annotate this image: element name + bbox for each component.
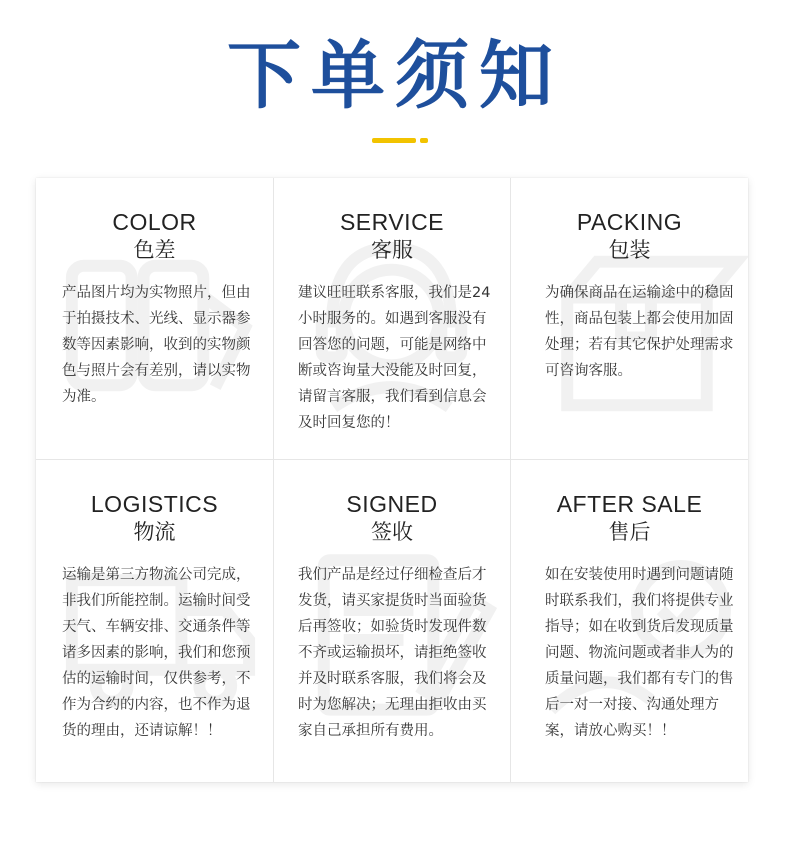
card-title-zh: 包装 — [608, 238, 651, 262]
card-text: 我们产品是经过仔细检查后才发货，请买家提货时当面验货后再签收；如验货时发现件数不齐或运输损坏，请拒绝签收并及时联系客服，我们将会及时为您解决；无理由拒收由买家自己承担所有费用。 — [298, 567, 487, 739]
accent-bar — [372, 138, 416, 143]
card-title-zh: 色差 — [133, 238, 176, 262]
card-text: 产品图片均为实物照片，但由于拍摄技术、光线、显示器参数等因素影响，收到的实物颜色与照片会有差别，请以实物为准。 — [62, 285, 251, 405]
card-after-sale — [511, 460, 748, 782]
card-title-zh: 客服 — [371, 238, 413, 262]
card-title-en: SERVICE — [339, 209, 445, 235]
card-signed — [274, 460, 511, 782]
card-title-en: PACKING — [576, 209, 683, 235]
card-title-zh: 物流 — [133, 520, 176, 544]
page-title: 下单须知 — [227, 33, 563, 119]
card-title-en: SIGNED — [346, 491, 438, 517]
card-title-en: COLOR — [112, 209, 197, 235]
card-text: 为确保商品在运输途中的稳固性，商品包装上都会使用加固处理；若有其它保护处理需求可咨询客服。 — [545, 285, 734, 379]
notice-grid — [36, 178, 748, 782]
card-title-en: LOGISTICS — [90, 491, 219, 517]
card-title-zh: 售后 — [608, 520, 651, 544]
card-text: 如在安装使用时遇到问题请随时联系我们，我们将提供专业指导；如在收到货后发现质量问题、物流问题或者非人为的质量问题，我们都有专门的售后一对一对接、沟通处理方案，请放心购买！！ — [545, 567, 734, 739]
card-packing — [511, 178, 748, 460]
card-service — [274, 178, 511, 460]
card-text: 运输是第三方物流公司完成，非我们所能控制。运输时间受天气、车辆安排、交通条件等诸多因素的影响，我们和您预估的运输时间，仅供参考，不作为合约的内容，也不作为退货的理由，还请谅解！！ — [62, 567, 251, 739]
card-title-en: AFTER SALE — [556, 491, 703, 517]
card-logistics — [36, 460, 274, 782]
title-accent-line — [372, 138, 428, 143]
card-text: 建议旺旺联系客服，我们是24小时服务的。如遇到客服没有回答您的问题，可能是网络中断或咨询量大没能及时回复，请留言客服，我们看到信息会及时回复您的！ — [298, 285, 491, 431]
card-title-zh: 签收 — [371, 520, 413, 544]
accent-dot — [420, 138, 428, 143]
card-color — [36, 178, 274, 460]
